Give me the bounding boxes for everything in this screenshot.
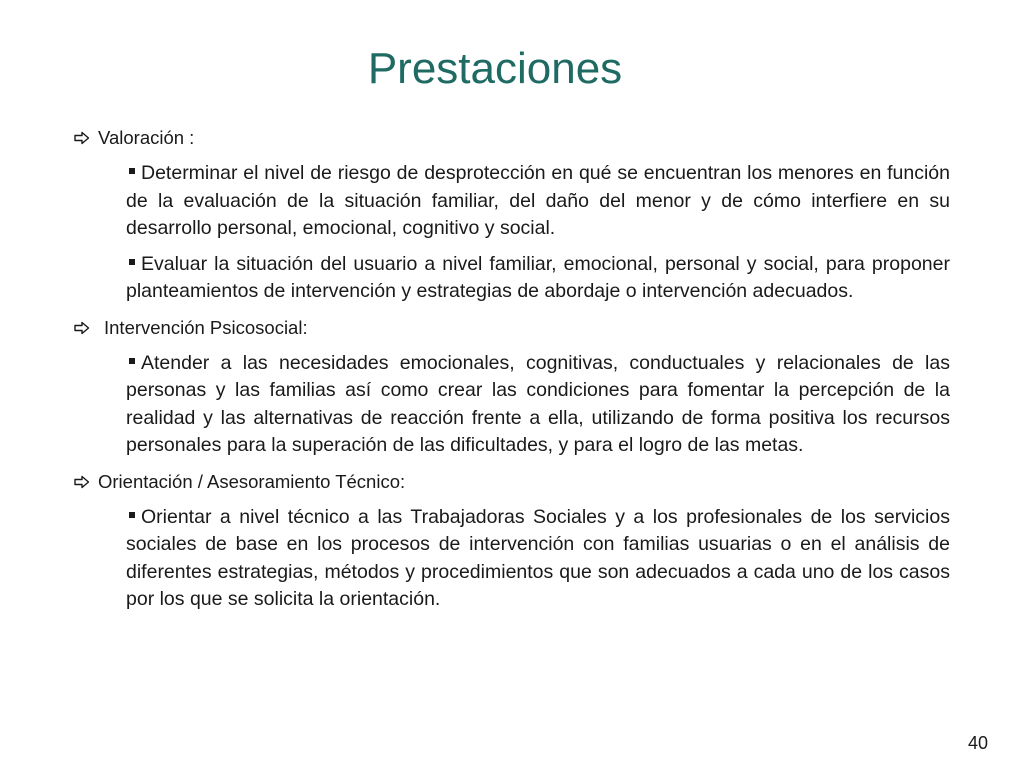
slide-title: Prestaciones <box>367 44 623 93</box>
section-heading-label: Intervención Psicosocial: <box>104 316 308 338</box>
square-bullet-icon <box>129 358 135 364</box>
bullet-text: Determinar el nivel de riesgo de desprotección en qué se encuentran los menores en función de la evaluación de la situación familiar, del daño del menor y de cómo interfiere en su desarrollo personal, emocional, cognitivo y social. <box>126 162 950 239</box>
bullet-text: Evaluar la situación del usuario a nivel familiar, emocional, personal y social, para proponer planteamientos de intervención y estrategias de abordaje o intervención adecuados. <box>126 252 950 302</box>
bullet-text: Atender a las necesidades emocionales, cognitivas, conductuales y relacionales de las personas y las familias así como crear las condiciones para fomentar la percepción de la realidad y las alternativas de reacción frente a ella, utilizando de forma positiva los recursos personales para la superación de las dificultades, y para el logro de las metas. <box>126 351 950 456</box>
page-number: 40 <box>967 733 988 753</box>
bullet-item <box>126 504 950 614</box>
square-bullet-icon <box>129 512 135 518</box>
bullet-item <box>126 350 950 460</box>
section-heading-label: Orientación / Asesoramiento Técnico: <box>98 470 406 492</box>
right-arrow-icon <box>74 475 90 489</box>
slide-content <box>74 124 950 622</box>
bullet-text: Orientar a nivel técnico a las Trabajadoras Sociales y a los profesionales de los servicios sociales de base en los procesos de intervención con familias usuarias o en el análisis de diferentes estrategias, métodos y procedimientos que son adecuados a cada uno de los casos por los que se solicita la orientación. <box>126 505 950 610</box>
bullet-item <box>126 251 950 306</box>
section-heading-orientacion <box>74 468 950 496</box>
section-heading-label: Valoración : <box>98 127 195 148</box>
section-heading-intervencion <box>74 314 950 342</box>
right-arrow-icon <box>74 131 90 145</box>
bullet-item <box>126 160 950 243</box>
square-bullet-icon <box>129 168 135 174</box>
right-arrow-icon <box>74 321 90 335</box>
section-heading-valoracion <box>74 124 950 152</box>
square-bullet-icon <box>129 259 135 265</box>
